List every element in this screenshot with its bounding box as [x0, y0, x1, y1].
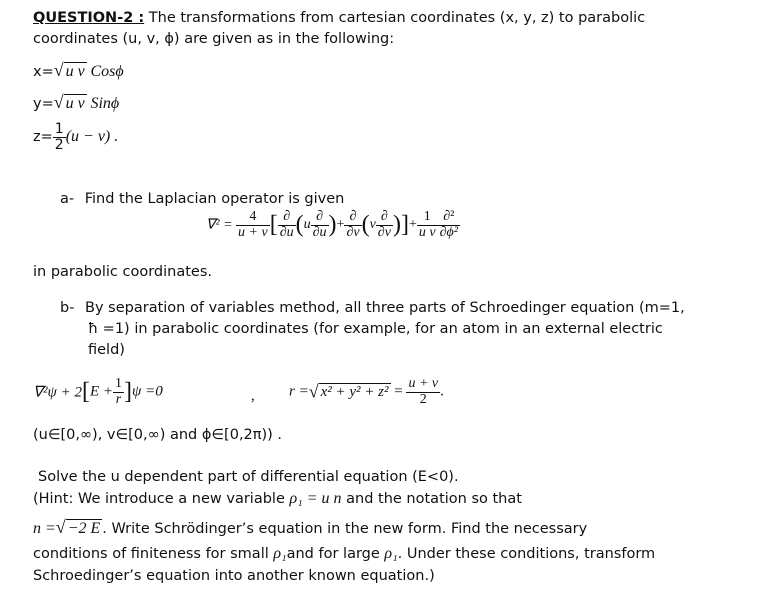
question-title: QUESTION-2 :	[33, 10, 145, 26]
y-radicand: u v	[65, 95, 85, 112]
d-du-2: $\frac{\partial}{\partial u}$	[312, 209, 327, 240]
u-factor: u	[303, 217, 311, 233]
bracket-close: ]	[124, 378, 133, 405]
sqrt-sign: √	[53, 92, 64, 112]
z-equation	[33, 122, 118, 152]
d-dv-2: $\frac{\partial}{\partial v}$	[377, 209, 391, 240]
d-dv-1: $\frac{\partial}{\partial v}$	[346, 209, 360, 240]
hint-rho-def: ρ₁ = u n	[289, 490, 342, 507]
solve-text-4a: conditions of finiteness for small	[33, 546, 269, 562]
y-lhs: y=	[33, 96, 54, 112]
part-b-label: b-	[60, 300, 75, 316]
rho-large: ρ₁	[384, 545, 398, 562]
paren-close-1: )	[328, 211, 337, 238]
paren-close-2: )	[392, 211, 401, 238]
solve-line-1: Solve the u dependent part of differential equation (E<0).	[38, 469, 459, 485]
one-over-uv: $\frac{1}{\text{u v}}$	[418, 209, 436, 240]
solve-text-4b: and for large	[286, 546, 380, 562]
z-num: 1	[54, 121, 64, 137]
x-lhs: x=	[33, 64, 54, 80]
r-radicand: x² + y² + z²	[320, 383, 389, 400]
solve-text-3: . Write Schrödinger’s equation in the new form. Find the necessary	[102, 521, 588, 537]
d-du-1: $\frac{\partial}{\partial u}$	[279, 209, 294, 240]
paren-open-2: (	[361, 211, 370, 238]
r-eq: r =	[289, 383, 309, 400]
sqrt-sign: √	[308, 381, 319, 402]
part-b-line-1	[60, 300, 685, 316]
x-trig: Cosϕ	[90, 63, 124, 80]
part-b-line-2: ħ =1) in parabolic coordinates (for example, for an atom in an external electric	[88, 321, 663, 337]
schroedinger-equation	[33, 377, 163, 407]
part-b-text-1: By separation of variables method, all three parts of Schroedinger equation (m=1,	[85, 300, 685, 316]
y-trig: Sinϕ	[90, 95, 120, 112]
laplacian-formula	[206, 210, 460, 240]
z-den: 2	[54, 136, 64, 153]
one-over-r: $\frac{1}{r}$	[115, 376, 123, 407]
z-fraction	[53, 122, 66, 152]
variable-domains: (u∈[0,∞), v∈[0,∞) and ϕ∈[0,2π)) .	[33, 427, 283, 443]
hint-text-a: (Hint: We introduce a new variable	[33, 491, 285, 507]
y-equation	[33, 92, 119, 113]
solve-line-2	[33, 490, 522, 508]
x-equation	[33, 60, 124, 81]
d2-dphi2: $\frac{\text{∂²}}{\text{∂ϕ²}}$	[439, 209, 458, 240]
bracket-open: [	[81, 378, 90, 405]
solve-line-3	[33, 517, 587, 538]
x-radicand: u v	[65, 63, 85, 80]
intro-line-2: coordinates (u, v, ϕ) are given as in the following:	[33, 31, 395, 47]
r-definition	[289, 377, 444, 407]
part-b-line-3: field)	[88, 342, 125, 358]
laplacian-nabla: ∇² =	[206, 217, 233, 233]
rho-small: ρ₁	[273, 545, 287, 562]
n-def: n =	[33, 520, 56, 537]
schr-E: E +	[89, 383, 114, 400]
z-lhs: z=	[33, 129, 53, 146]
intro-line-1	[33, 10, 645, 26]
r-eq2: =	[394, 383, 403, 400]
solve-text-4c: . Under these conditions, transform	[397, 546, 656, 562]
part-a-text: Find the Laplacian operator is given	[84, 191, 345, 207]
z-rhs: (u − v) .	[65, 128, 119, 146]
plus-2: +	[408, 217, 417, 233]
solve-line-5: Schroedinger’s equation into another known equation.)	[33, 568, 435, 584]
intro-text-1: The transformations from cartesian coordinates (x, y, z) to parabolic	[148, 10, 646, 26]
sqrt-sign: √	[53, 60, 64, 80]
bracket-open: [	[269, 211, 278, 238]
laplacian-coef: $\frac{4}{u + v}$	[238, 209, 268, 240]
paren-open-1: (	[295, 211, 304, 238]
schr-right: ψ =0	[132, 383, 163, 400]
part-a-label: a-	[60, 191, 75, 207]
part-a-after: in parabolic coordinates.	[33, 264, 212, 280]
plus-1: +	[336, 217, 345, 233]
schr-left: ∇²ψ + 2	[33, 384, 82, 401]
n-radicand: −2 E	[67, 520, 101, 537]
bracket-close: ]	[400, 211, 409, 238]
comma-separator: ,	[251, 388, 255, 404]
v-factor: v	[369, 217, 376, 233]
part-a-line	[60, 191, 344, 207]
r-period: .	[440, 383, 444, 400]
sqrt-sign: √	[55, 517, 66, 537]
r-fraction: $\frac{u + v}{2}$	[408, 376, 439, 407]
hint-text-b: and the notation so that	[346, 491, 522, 507]
solve-line-4	[33, 545, 655, 563]
